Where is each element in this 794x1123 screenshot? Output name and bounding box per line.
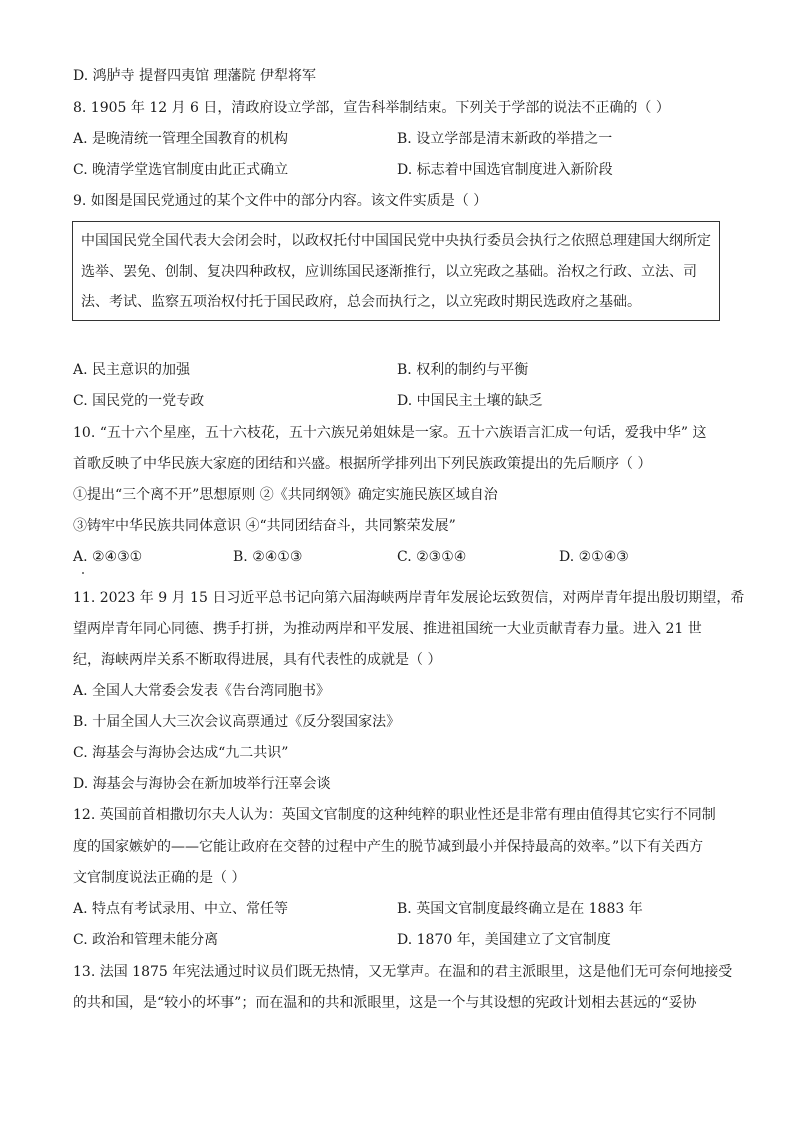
q11-stem-line-3: 纪，海峡两岸关系不断取得进展，具有代表性的成就是（ ） bbox=[73, 652, 442, 668]
q8-option-b: B. 设立学部是清末新政的举措之一 bbox=[397, 131, 613, 147]
q9-option-b: B. 权利的制约与平衡 bbox=[397, 362, 529, 378]
q9-source-line: 法、考试、监察五项治权付托于国民政府，总会而执行之，以立宪政时期民选政府之基础。 bbox=[81, 294, 641, 310]
q11-stem-line-2: 望两岸青年同心同德、携手打拼，为推动两岸和平发展、推进祖国统一大业贡献青春力量。进入 21 世 bbox=[73, 621, 702, 637]
q11-option-c: C. 海基会与海协会达成“九二共识” bbox=[73, 745, 289, 761]
q9-stem: 9. 如图是国民党通过的某个文件中的部分内容。该文件实质是（ ） bbox=[73, 193, 488, 209]
q12-stem-line-3: 文官制度说法正确的是（ ） bbox=[73, 870, 246, 886]
q7-option-d: D. 鸿胪寺 提督四夷馆 理藩院 伊犁将军 bbox=[73, 68, 316, 84]
q11-option-d: D. 海基会与海协会在新加坡举行汪辜会谈 bbox=[73, 776, 331, 792]
q9-option-a: A. 民主意识的加强 bbox=[73, 362, 191, 378]
q10-option-b: B. ②④①③ bbox=[233, 549, 303, 565]
q10-items-line-2: ③铸牢中华民族共同体意识 ④“共同团结奋斗，共同繁荣发展” bbox=[73, 518, 456, 534]
q11-option-b: B. 十届全国人大三次会议高票通过《反分裂国家法》 bbox=[73, 714, 401, 730]
q11-option-a: A. 全国人大常委会发表《告台湾同胞书》 bbox=[73, 683, 331, 699]
q10-items-line-1: ①提出“三个离不开”思想原则 ②《共同纲领》确定实施民族区域自治 bbox=[73, 487, 498, 503]
q8-option-d: D. 标志着中国选官制度进入新阶段 bbox=[397, 162, 613, 178]
q11-stem-line-1: 11. 2023 年 9 月 15 日习近平总书记向第六届海峡两岸青年发展论坛致贺信，对两岸青年提出殷切期望，希 bbox=[73, 590, 745, 606]
q12-option-a: A. 特点有考试录用、中立、常任等 bbox=[73, 901, 289, 917]
q9-source-line: 选举、罢免、创制、复决四种政权，应训练国民逐渐推行，以立宪政之基础。治权之行政、立法、司 bbox=[81, 264, 697, 280]
q12-stem-line-1: 12. 英国前首相撒切尔夫人认为：英国文官制度的这种纯粹的职业性还是非常有理由值得其它实行不同制 bbox=[73, 807, 716, 823]
q13-stem-line-1: 13. 法国 1875 年宪法通过时议员们既无热情，又无掌声。在温和的君主派眼里，这是他们无可奈何地接受 bbox=[73, 964, 733, 980]
q12-option-b: B. 英国文官制度最终确立是在 1883 年 bbox=[397, 901, 643, 917]
q8-option-a: A. 是晚清统一管理全国教育的机构 bbox=[73, 131, 289, 147]
q9-option-d: D. 中国民主土壤的缺乏 bbox=[397, 393, 543, 409]
q9-source-line: 中国国民党全国代表大会闭会时，以政权托付中国国民党中央执行委员会执行之依照总理建国大纲所定 bbox=[81, 233, 711, 249]
q10-option-a: A. ②④③① bbox=[73, 549, 143, 565]
q8-option-c: C. 晚清学堂选官制度由此正式确立 bbox=[73, 162, 289, 178]
q13-stem-line-2: 的共和国，是“较小的坏事”；而在温和的共和派眼里，这是一个与其设想的宪政计划相去甚远的“妥协 bbox=[73, 995, 697, 1011]
q8-stem: 8. 1905 年 12 月 6 日，清政府设立学部，宣告科举制结束。下列关于学部的说法不正确的（ ） bbox=[73, 100, 670, 116]
q12-stem-line-2: 度的国家嫉妒的——它能让政府在交替的过程中产生的脱节减到最小并保持最高的效率。”以下有关西方 bbox=[73, 839, 704, 855]
q9-source-box bbox=[72, 221, 720, 321]
q10-option-d: D. ②①④③ bbox=[559, 549, 629, 565]
q12-option-d: D. 1870 年，美国建立了文官制度 bbox=[397, 932, 611, 948]
stray-dot bbox=[82, 572, 84, 574]
q10-stem-line-1: 10. “五十六个星座，五十六枝花，五十六族兄弟姐妹是一家。五十六族语言汇成一句话，爱我中华” 这 bbox=[73, 425, 707, 441]
q12-option-c: C. 政治和管理未能分离 bbox=[73, 932, 219, 948]
q10-stem-line-2: 首歌反映了中华民族大家庭的团结和兴盛。根据所学排列出下列民族政策提出的先后顺序（ ） bbox=[73, 456, 652, 472]
q9-option-c: C. 国民党的一党专政 bbox=[73, 393, 205, 409]
q10-option-c: C. ②③①④ bbox=[397, 549, 467, 565]
